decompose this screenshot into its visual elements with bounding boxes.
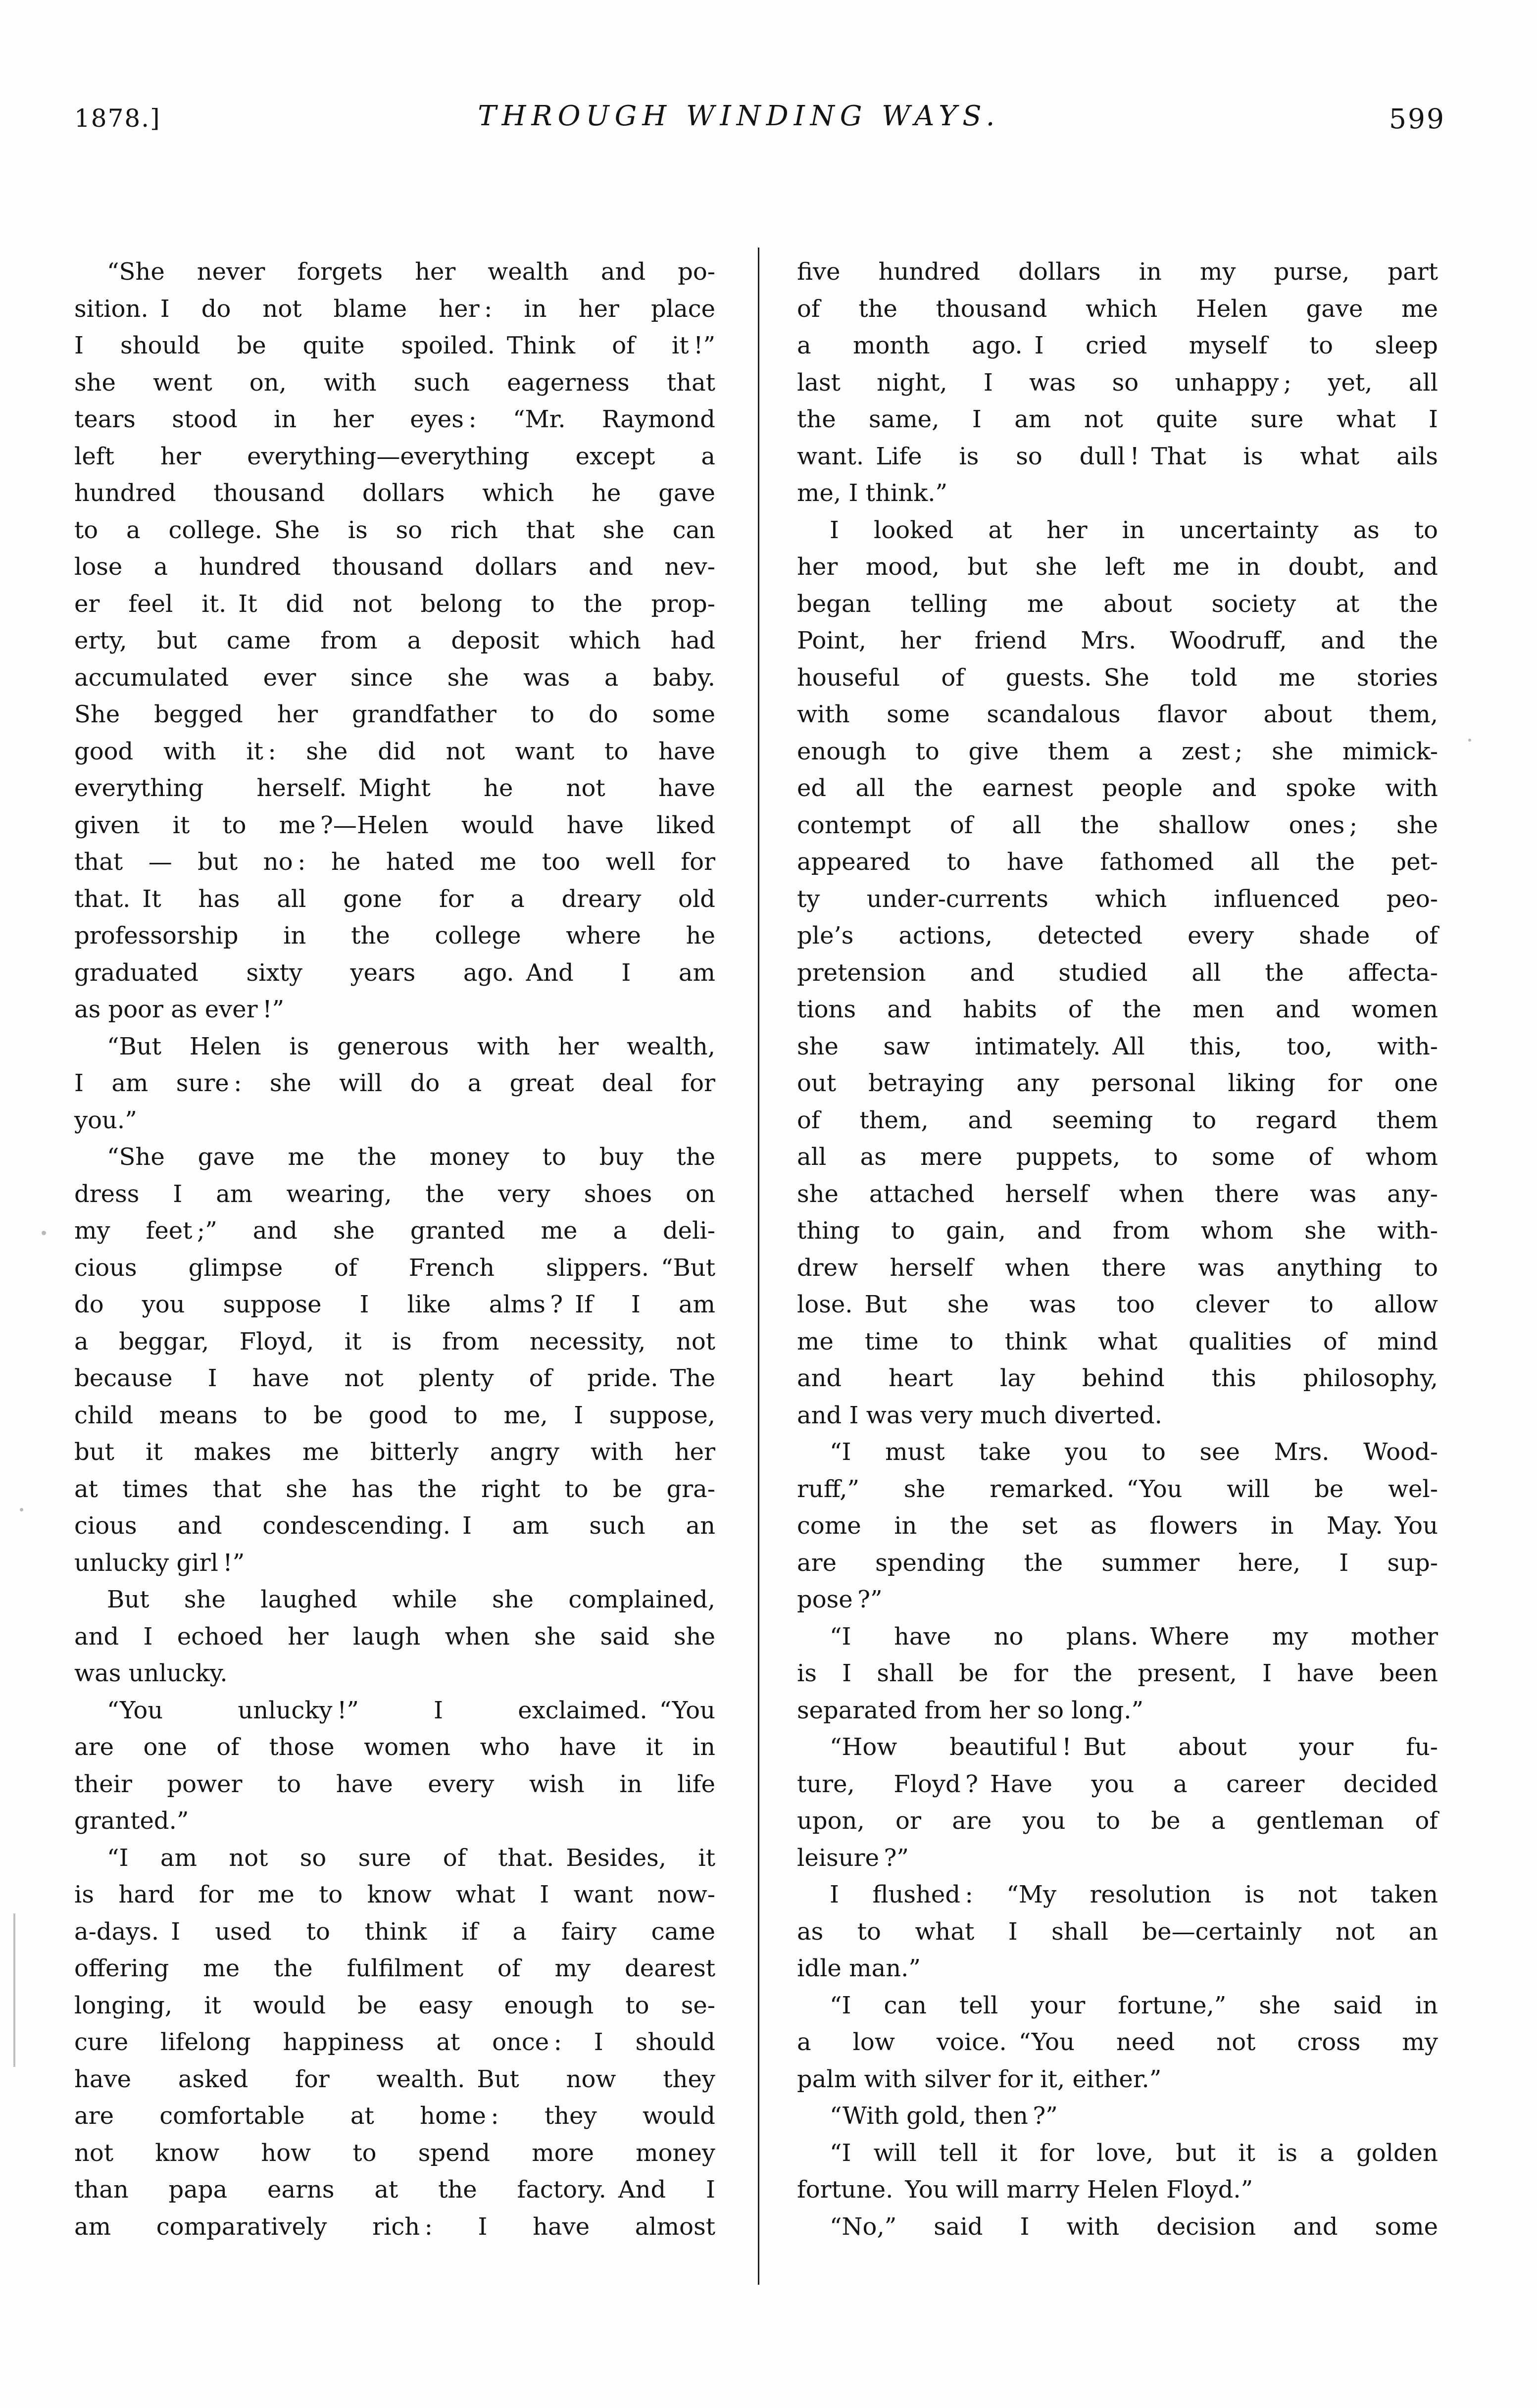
text-line: everything herself. Might he not have <box>74 774 715 802</box>
text-line: was unlucky. <box>74 1659 228 1687</box>
text-line: at times that she has the right to be gra- <box>74 1475 715 1503</box>
text-line: I flushed : “My resolution is not taken <box>830 1881 1438 1908</box>
text-line: “I have no plans. Where my mother <box>830 1622 1438 1651</box>
text-line: er feel it. It did not belong to the prop- <box>74 590 715 618</box>
text-line: palm with silver for it, either.” <box>797 2065 1162 2093</box>
scan-speck <box>1468 739 1471 742</box>
text-line: her mood, but she left me in doubt, and <box>797 553 1438 581</box>
text-line: granted.” <box>74 1807 189 1835</box>
text-line: “She never forgets her wealth and po- <box>107 258 715 286</box>
text-line: and heart lay behind this philosophy, <box>797 1364 1438 1392</box>
text-line: my feet ;” and she granted me a deli- <box>74 1217 715 1245</box>
text-line: began telling me about society at the <box>797 590 1438 618</box>
header-page-number: 599 <box>1389 103 1445 135</box>
text-line: that. It has all gone for a dreary old <box>74 885 715 913</box>
text-line: lose. But she was too clever to allow <box>797 1291 1438 1318</box>
text-line: but it makes me bitterly angry with her <box>74 1438 715 1466</box>
text-line: “I am not so sure of that. Besides, it <box>107 1844 715 1872</box>
text-line: “I will tell it for love, but it is a golden <box>830 2139 1438 2167</box>
text-line: But she laughed while she complained, <box>107 1586 715 1613</box>
text-line: are spending the summer here, I sup- <box>797 1549 1438 1577</box>
header-title: THROUGH WINDING WAYS. <box>478 100 1000 132</box>
scan-speck <box>20 1508 23 1511</box>
text-line: me, I think.” <box>797 479 948 507</box>
text-line: separated from her so long.” <box>797 1696 1144 1724</box>
text-line: want. Life is so dull ! That is what ails <box>797 442 1438 470</box>
text-line: do you suppose I like alms ? If I am <box>74 1291 715 1318</box>
text-line: and I was very much diverted. <box>797 1401 1162 1429</box>
text-line: to a college. She is so rich that she can <box>74 516 715 544</box>
text-line: ty under-currents which influenced peo- <box>797 885 1438 913</box>
text-line: professorship in the college where he <box>74 922 715 950</box>
text-line: hundred thousand dollars which he gave <box>74 479 715 507</box>
text-line: and I echoed her laugh when she said she <box>74 1622 715 1651</box>
text-line: upon, or are you to be a gentleman of <box>797 1807 1438 1835</box>
text-line: drew herself when there was anything to <box>797 1254 1438 1282</box>
text-line: not know how to spend more money <box>74 2139 715 2167</box>
column-left <box>74 253 715 2245</box>
text-line: I am sure : she will do a great deal for <box>74 1069 715 1097</box>
text-line: lose a hundred thousand dollars and nev- <box>74 553 715 581</box>
text-line: ruff,” she remarked. “You will be wel- <box>797 1475 1438 1503</box>
text-line: unlucky girl !” <box>74 1549 245 1577</box>
text-line: a low voice. “You need not cross my <box>797 2028 1438 2056</box>
text-line: thing to gain, and from whom she with- <box>797 1217 1438 1245</box>
text-line: idle man.” <box>797 1955 921 1982</box>
text-line: erty, but came from a deposit which had <box>74 627 715 654</box>
text-line: the same, I am not quite sure what I <box>797 405 1438 433</box>
text-line: left her everything—everything except a <box>74 442 715 470</box>
text-line: fortune. You will marry Helen Floyd.” <box>797 2176 1253 2204</box>
column-divider-rule <box>758 248 759 2285</box>
text-line: pretension and studied all the affecta- <box>797 958 1438 987</box>
scan-speck <box>42 1231 46 1235</box>
text-line: tions and habits of the men and women <box>797 996 1438 1023</box>
text-line: given it to me ?—Helen would have liked <box>74 811 715 839</box>
text-line: come in the set as flowers in May. You <box>797 1512 1438 1540</box>
text-line: “With gold, then ?” <box>830 2102 1058 2130</box>
text-line: good with it : she did not want to have <box>74 737 715 765</box>
text-line: houseful of guests. She told me stories <box>797 663 1438 692</box>
text-line: a beggar, Floyd, it is from necessity, not <box>74 1327 715 1355</box>
text-line: She begged her grandfather to do some <box>74 701 715 728</box>
text-line: are comfortable at home : they would <box>74 2102 715 2130</box>
text-line: I looked at her in uncertainty as to <box>830 516 1438 544</box>
text-line: child means to be good to me, I suppose, <box>74 1401 715 1429</box>
text-line: leisure ?” <box>797 1844 909 1872</box>
text-line: tears stood in her eyes : “Mr. Raymond <box>74 405 715 433</box>
text-line: Point, her friend Mrs. Woodruff, and the <box>797 627 1438 654</box>
text-line: out betraying any personal liking for one <box>797 1069 1438 1097</box>
text-line: that — but no : he hated me too well for <box>74 848 715 876</box>
text-line: than papa earns at the factory. And I <box>74 2176 715 2204</box>
text-line: dress I am wearing, the very shoes on <box>74 1180 715 1208</box>
text-line: ed all the earnest people and spoke with <box>797 774 1438 802</box>
column-right <box>797 253 1438 2245</box>
text-line: as to what I shall be—certainly not an <box>797 1917 1438 1946</box>
running-head <box>74 97 1445 147</box>
text-line: longing, it would be easy enough to se- <box>74 1991 715 2019</box>
text-line: because I have not plenty of pride. The <box>74 1364 715 1392</box>
text-line: graduated sixty years ago. And I am <box>74 958 715 987</box>
text-line: “I must take you to see Mrs. Wood- <box>830 1438 1438 1466</box>
text-line: ture, Floyd ? Have you a career decided <box>797 1770 1438 1798</box>
text-line: are one of those women who have it in <box>74 1733 715 1761</box>
text-line: last night, I was so unhappy ; yet, all <box>797 368 1438 397</box>
text-line: cious and condescending. I am such an <box>74 1512 715 1540</box>
text-line: have asked for wealth. But now they <box>74 2065 715 2093</box>
text-line: ple’s actions, detected every shade of <box>797 922 1438 950</box>
text-line: cious glimpse of French slippers. “But <box>74 1254 715 1282</box>
text-line: she saw intimately. All this, too, with- <box>797 1032 1438 1060</box>
text-line: “But Helen is generous with her wealth, <box>107 1032 715 1060</box>
text-line: “You unlucky !” I exclaimed. “You <box>107 1696 715 1724</box>
text-line: sition. I do not blame her : in her place <box>74 295 715 323</box>
text-line: “I can tell your fortune,” she said in <box>830 1991 1438 2019</box>
text-line: “No,” said I with decision and some <box>830 2212 1438 2241</box>
text-line: me time to think what qualities of mind <box>797 1327 1438 1355</box>
text-line: cure lifelong happiness at once : I should <box>74 2028 715 2056</box>
text-line: she attached herself when there was any- <box>797 1180 1438 1208</box>
scan-artifact-line <box>13 1913 15 2067</box>
text-line: she went on, with such eagerness that <box>74 368 715 397</box>
text-line: with some scandalous flavor about them, <box>797 701 1438 728</box>
text-line: a month ago. I cried myself to sleep <box>797 332 1438 359</box>
text-line: you.” <box>74 1106 137 1134</box>
text-line: offering me the fulfilment of my dearest <box>74 1955 715 1982</box>
text-line: of them, and seeming to regard them <box>797 1106 1438 1134</box>
text-line: is I shall be for the present, I have been <box>797 1659 1438 1687</box>
text-line: appeared to have fathomed all the pet- <box>797 848 1438 876</box>
text-line: a-days. I used to think if a fairy came <box>74 1917 715 1946</box>
text-line: “How beautiful ! But about your fu- <box>830 1733 1438 1761</box>
text-line: I should be quite spoiled. Think of it !” <box>74 332 715 359</box>
text-line: contempt of all the shallow ones ; she <box>797 811 1438 839</box>
text-line: accumulated ever since she was a baby. <box>74 663 715 692</box>
text-line: all as mere puppets, to some of whom <box>797 1143 1438 1171</box>
text-line: of the thousand which Helen gave me <box>797 295 1438 323</box>
text-line: as poor as ever !” <box>74 996 285 1023</box>
text-line: “She gave me the money to buy the <box>107 1143 715 1171</box>
text-line: five hundred dollars in my purse, part <box>797 258 1438 286</box>
text-line: their power to have every wish in life <box>74 1770 715 1798</box>
text-line: am comparatively rich : I have almost <box>74 2212 715 2241</box>
text-line: enough to give them a zest ; she mimick- <box>797 737 1438 765</box>
text-line: pose ?” <box>797 1586 883 1613</box>
text-line: is hard for me to know what I want now- <box>74 1881 715 1908</box>
header-year-label: 1878.] <box>74 104 161 133</box>
